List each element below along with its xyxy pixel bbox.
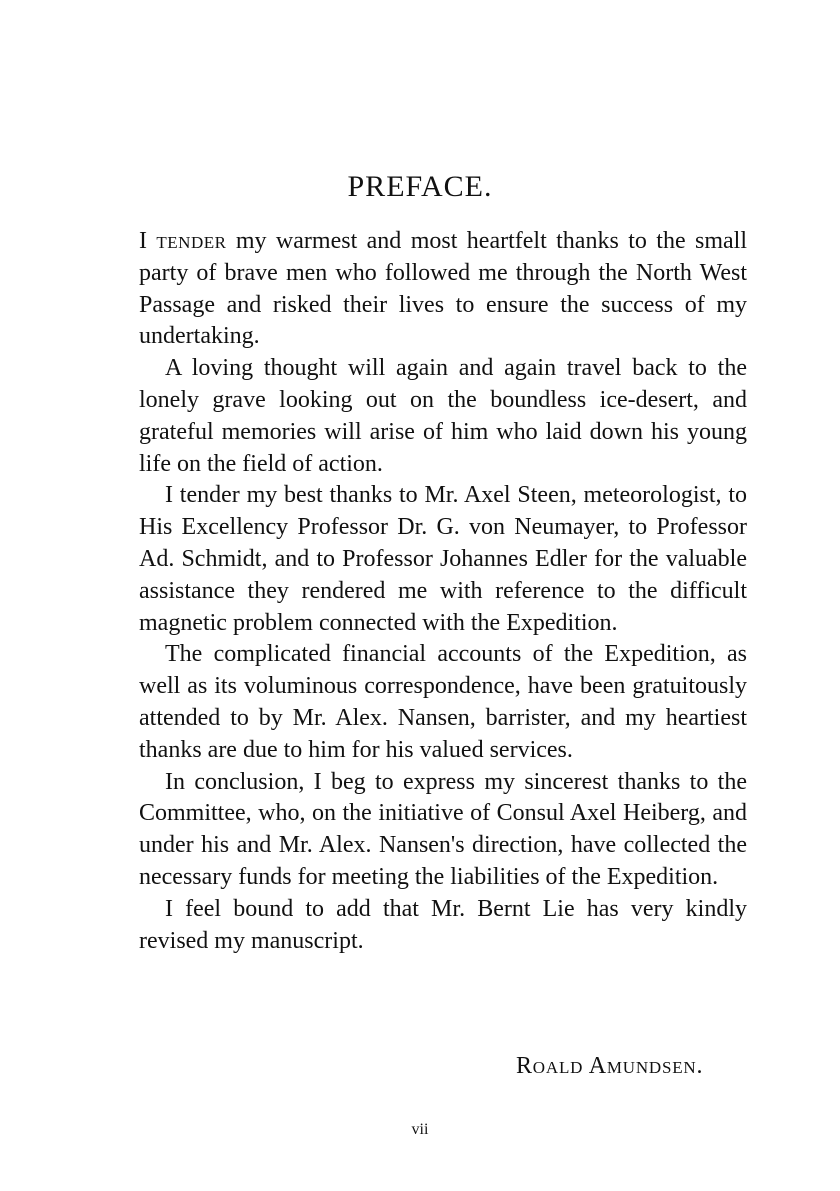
paragraph-4: The complicated financial accounts of the Expedition, as well as its voluminous correspondence, have been gratuitously attended to by Mr. Alex. Nansen, barrister, and my heartiest thanks are due to him for his valued services.	[139, 641, 747, 763]
paragraph-5: In conclusion, I beg to express my sincerest thanks to the Committee, who, on the initiative of Consul Axel Heiberg, and under his and Mr. Alex. Nansen's direction, have collected the necessary funds for meeting the liabilities of the Expedition.	[139, 768, 747, 890]
paragraph-1	[139, 226, 747, 353]
signature: Roald Amundsen.	[516, 1053, 704, 1079]
page-title: PREFACE.	[347, 170, 493, 203]
paragraph-6: I feel bound to add that Mr. Bernt Lie has very kindly revised my manuscript.	[139, 895, 747, 954]
paragraph-1-smallcaps: tender	[156, 228, 227, 254]
paragraph-2: A loving thought will again and again travel back to the lonely grave looking out on the boundless ice-desert, and grateful memories will arise of him who laid down his young life on the field of action.	[139, 355, 747, 477]
preface-body	[139, 226, 747, 957]
paragraph-1-text: my warmest and most heartfelt thanks to the small party of brave men who followed me through the North West Passage and risked their lives to ensure the success of my undertaking.	[139, 228, 747, 350]
page-number: vii	[411, 1121, 429, 1138]
paragraph-3: I tender my best thanks to Mr. Axel Steen, meteorologist, to His Excellency Professor Dr. G. von Neumayer, to Professor Ad. Schmidt, and to Professor Johannes Edler for the valuable assistance they rendered me with reference to the difficult magnetic problem connected with the Expedition.	[139, 482, 747, 636]
paragraph-1-lead: I	[139, 228, 157, 254]
